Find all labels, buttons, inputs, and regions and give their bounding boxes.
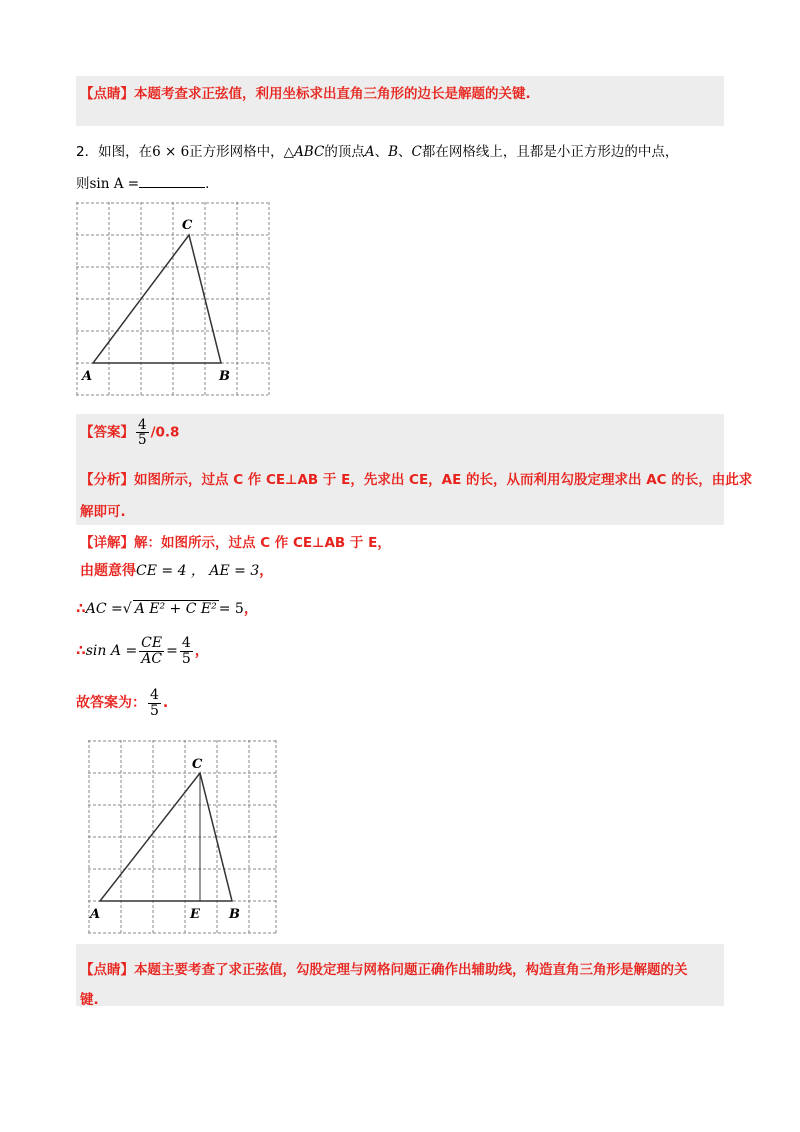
analysis-tag: 【分析】 xyxy=(80,472,134,488)
detail-step-1: 由题意得CE = 4 ， AE = 3， xyxy=(80,563,274,579)
question-line-1: 2．如图，在6 × 6正方形网格中，△ABC的顶点A、B、C都在网格线上，且都是小正方形边的中点， xyxy=(76,144,679,160)
answer-line xyxy=(80,418,179,447)
detail-tag: 【详解】 xyxy=(80,535,134,551)
answer-tag: 【答案】 xyxy=(80,424,134,441)
detail-step-3: ∴sin A = $\frac{CE}{AC}$ = $\frac{4}{5}$ ， xyxy=(76,635,209,667)
label-b: B xyxy=(219,369,230,384)
question-number: 2． xyxy=(76,144,99,160)
analysis-line-1: 【分析】如图所示，过点 C 作 CE⊥AB 于 E，先求出 CE，AE 的长，从而利用勾股定理求出 AC 的长，由此求 xyxy=(80,472,753,488)
label-b: B xyxy=(229,907,240,922)
detail-line-1: 【详解】解：如图所示，过点 C 作 CE⊥AB 于 E， xyxy=(80,535,391,551)
sin-expression: sin A = xyxy=(89,176,140,192)
answer-blank[interactable] xyxy=(139,175,205,188)
final-answer-line: 故答案为： $\frac{4}{5}$ . xyxy=(76,687,169,719)
top-comment xyxy=(80,82,531,102)
question-line-2: 则sin A = . xyxy=(76,176,210,192)
figure-1-grid xyxy=(76,202,276,398)
answer-fraction: $\frac{4}{5}$ xyxy=(138,417,147,449)
comment-tag: 【点睛】 xyxy=(80,86,134,102)
final-fraction: $\frac{4}{5}$ xyxy=(150,687,159,719)
result-fraction: $\frac{4}{5}$ xyxy=(181,635,191,667)
label-a: A xyxy=(82,369,93,384)
figure-2-grid xyxy=(86,738,296,942)
comment-text: 本题考查求正弦值，利用坐标求出直角三角形的边长是解题的关键. xyxy=(134,86,531,102)
detail-step-2: ∴AC =√ A E² + C E² = 5， xyxy=(76,601,258,617)
comment-tag: 【点睛】 xyxy=(80,962,134,978)
sin-fraction: $\frac{CE}{AC}$ xyxy=(141,635,163,667)
bottom-comment-line-2: 键. xyxy=(80,992,99,1008)
grid-lines xyxy=(76,202,269,396)
label-a: A xyxy=(90,907,101,922)
label-e: E xyxy=(190,907,200,922)
bottom-comment-line-1: 【点睛】本题主要考查了求正弦值，勾股定理与网格问题正确作出辅助线，构造直角三角形是解题的关 xyxy=(80,962,688,978)
answer-alt: /0.8 xyxy=(150,424,180,441)
label-c: C xyxy=(192,757,203,772)
analysis-line-2: 解即可. xyxy=(80,504,126,520)
label-c: C xyxy=(182,218,193,233)
